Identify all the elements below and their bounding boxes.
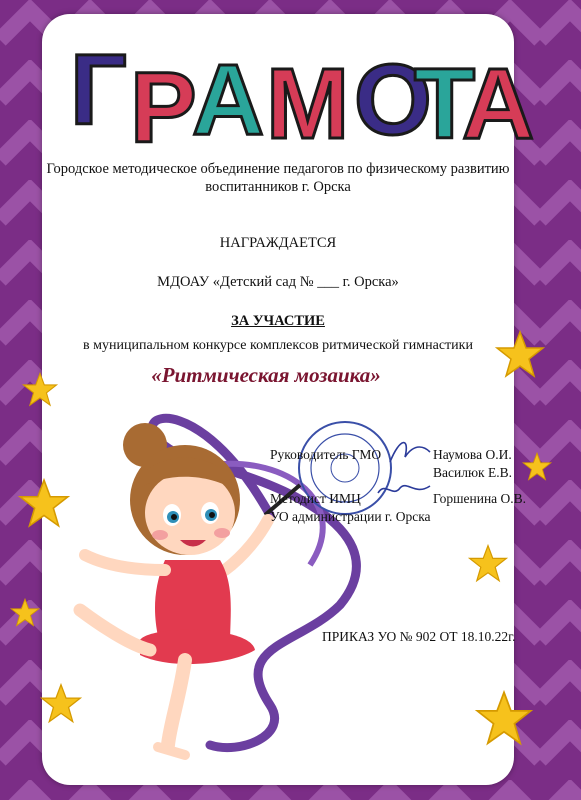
signature-name-naumova: Наумова О.И. [433,447,512,462]
signature-name-gorshenina: Горшенина О.В. [433,491,527,506]
for-participation: ЗА УЧАСТИЕ [231,313,325,329]
title-letter-6: Т [414,48,476,160]
star-icon [18,478,70,530]
contest-name: «Ритмическая мозаика» [151,363,381,387]
star-icon [522,452,552,482]
title-letter-1: Г [70,34,127,146]
title-letter-2: Р [130,52,197,164]
title-letter-7: А [462,48,535,160]
signature-2 [375,478,435,503]
signature-name-vasilyuk: Василюк Е.В. [433,465,512,480]
recipient: МДОАУ «Детский сад № ___ г. Орска» [157,274,399,290]
org-line-1: Городское методическое объединение педагогов по физическому развитию [46,161,510,177]
signature-role-head: Руководитель ГМО [270,447,382,462]
star-icon [495,330,545,380]
order-reference: ПРИКАЗ УО № 902 ОТ 18.10.22г. [322,629,516,644]
title-letter-4: М [266,48,350,160]
signature-1 [385,432,435,472]
star-icon [40,683,82,725]
title-letter-5: О [354,44,432,156]
star-icon [468,544,508,584]
title-letter-3: А [192,44,265,156]
contest-description: в муниципальном конкурсе комплексов ритмической гимнастики [83,338,473,353]
awarded-label: НАГРАЖДАЕТСЯ [219,235,337,251]
star-icon [475,690,533,748]
signature-org: УО администрации г. Орска [270,509,431,524]
org-line-2: воспитанников г. Орска [205,179,351,195]
certificate-title [70,34,535,164]
star-icon [22,372,58,408]
star-icon [10,598,40,628]
signature-role-methodist: Методист ИМЦ [270,491,361,506]
